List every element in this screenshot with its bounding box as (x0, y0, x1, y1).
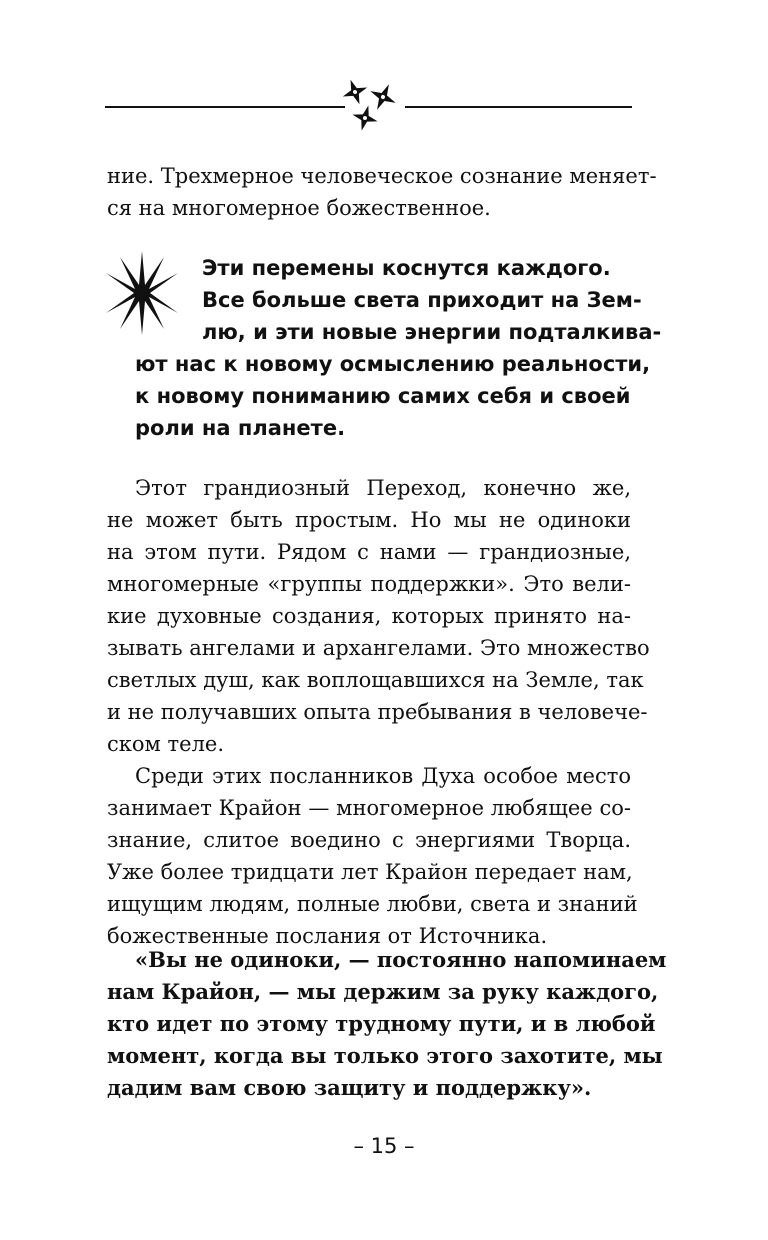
paragraph1-line-9: ском теле. (107, 732, 225, 756)
header-ornament (105, 70, 632, 140)
paragraph2-line-4: Уже более тридцати лет Крайон передает нам, (107, 860, 633, 884)
quote-line-2: нам Крайон, — мы держим за руку каждого, (107, 979, 659, 1004)
paragraph2-line-3: знание, слитое воедино с энергиями Творца. (107, 828, 631, 852)
paragraph1-line-8: и не получавших опыта пребывания в человече- (107, 700, 648, 724)
header-rule-left (105, 106, 345, 108)
paragraph1-line-5: кие духовные создания, которых принято на- (107, 604, 631, 628)
paragraph1-line-6: зывать ангелами и архангелами. Это множество (107, 636, 650, 660)
three-stars-icon (333, 70, 413, 140)
highlight-line-1: Эти перемены коснутся каждого. (202, 256, 611, 280)
quote-line-5: дадим вам свою защиту и поддержку». (107, 1075, 592, 1100)
quote-line-4: момент, когда вы только этого захотите, мы (107, 1043, 663, 1068)
paragraph2-line-2: занимает Крайон — многомерное любящее со- (107, 796, 631, 820)
highlight-line-5: к новому пониманию самих себя и своей (135, 384, 631, 408)
paragraph1-line-2: не может быть простым. Но мы не одиноки (107, 508, 631, 532)
header-rule-right (405, 106, 632, 108)
paragraph2-line-5: ищущим людям, полные любви, света и знаний (107, 892, 638, 916)
quote-line-1: «Вы не одиноки, — постоянно напоминаем (135, 947, 667, 972)
paragraph1-line-3: на этом пути. Рядом с нами — грандиозные, (107, 540, 631, 564)
quote-line-3: кто идет по этому трудному пути, и в любой (107, 1011, 656, 1036)
highlight-line-6: роли на планете. (135, 416, 346, 440)
highlight-line-4: ют нас к новому осмыслению реальности, (135, 352, 651, 376)
starburst-icon (105, 250, 179, 336)
highlight-line-3: лю, и эти новые энергии подталкива- (202, 320, 662, 344)
highlight-line-2: Все больше света приходит на Зем- (202, 288, 642, 312)
paragraph1-line-7: светлых душ, как воплощавшихся на Земле, так (107, 668, 644, 692)
intro-line-2: ся на многомерное божественное. (107, 196, 491, 220)
page-number: – 15 – (353, 1134, 415, 1158)
paragraph1-line-1: Этот грандиозный Переход, конечно же, (135, 476, 631, 500)
paragraph2-line-1: Среди этих посланников Духа особое место (135, 764, 631, 788)
intro-line-1: ние. Трехмерное человеческое сознание меняет- (107, 164, 657, 188)
paragraph1-line-4: многомерные «группы поддержки». Это вели- (107, 572, 631, 596)
paragraph2-line-6: божественные послания от Источника. (107, 924, 548, 948)
